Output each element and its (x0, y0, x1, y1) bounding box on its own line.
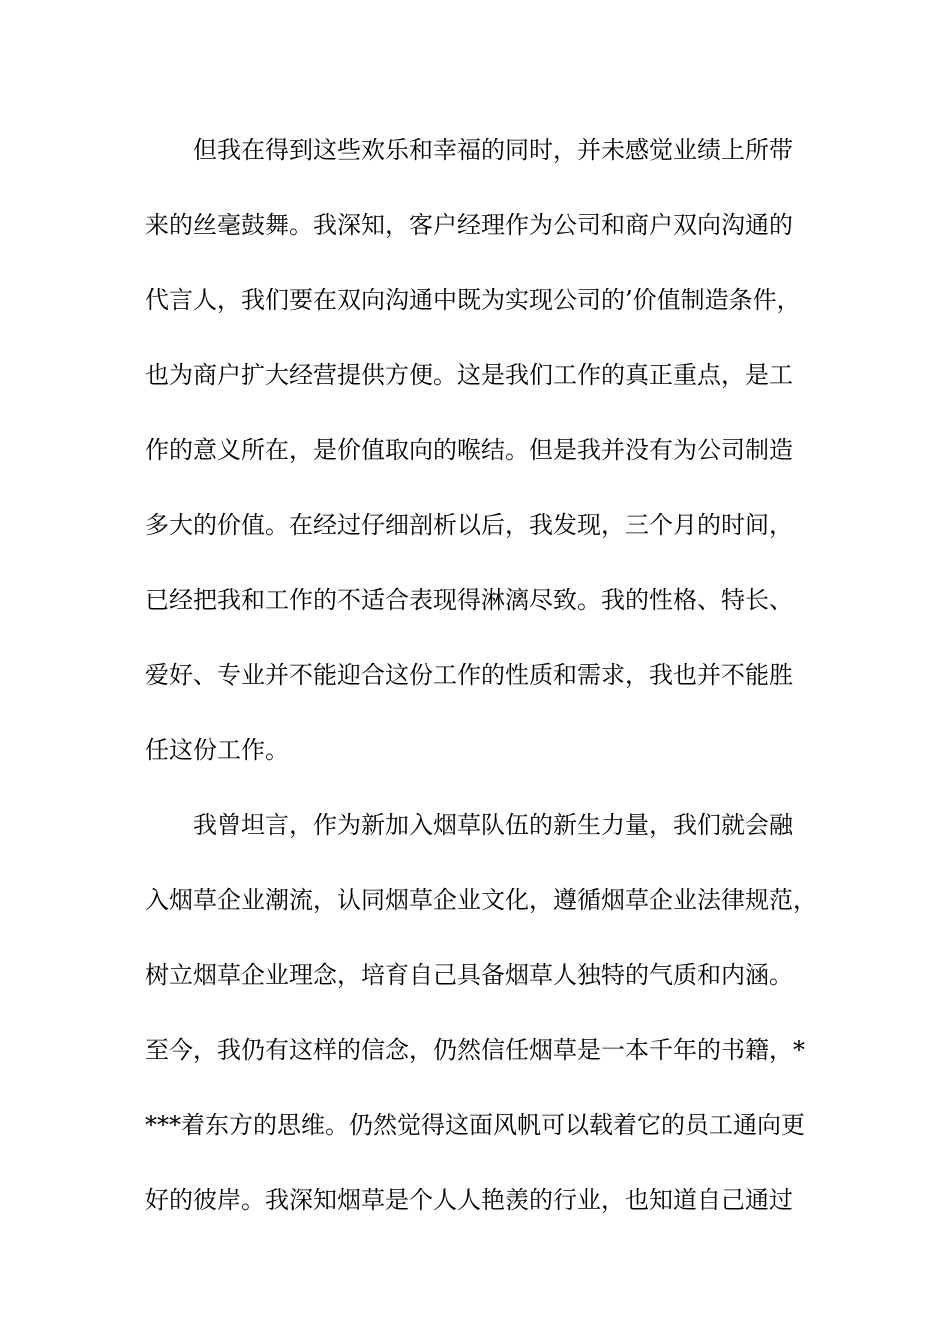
text-line: 作的意义所在，是价值取向的喉结。但是我并没有为公司制造 (145, 436, 793, 464)
text-line: ***着东方的思维。仍然觉得这面风帆可以载着它的员工通向更 (145, 1111, 805, 1139)
text-line: 也为商户扩大经营提供方便。这是我们工作的真正重点，是工 (145, 361, 793, 389)
text-line: 入烟草企业潮流，认同烟草企业文化，遵循烟草企业法律规范， (145, 886, 817, 914)
text-line: 好的彼岸。我深知烟草是个人人艳羡的行业，也知道自己通过 (145, 1186, 793, 1214)
text-line: 已经把我和工作的不适合表现得淋漓尽致。我的性格、特长、 (145, 586, 793, 614)
text-line: 任这份工作。 (145, 736, 289, 764)
body-text (145, 130, 825, 1255)
text-line: 多大的价值。在经过仔细剖析以后，我发现，三个月的时间， (145, 511, 793, 539)
text-line: 我曾坦言，作为新加入烟草队伍的新生力量，我们就会融 (193, 811, 793, 839)
text-line: 至今，我仍有这样的信念，仍然信任烟草是一本千年的书籍，* (145, 1036, 805, 1064)
text-line: 树立烟草企业理念，培育自己具备烟草人独特的气质和内涵。 (145, 961, 793, 989)
text-line: 代言人，我们要在双向沟通中既为实现公司的’价值制造条件， (145, 286, 801, 314)
text-line: 来的丝毫鼓舞。我深知，客户经理作为公司和商户双向沟通的 (145, 211, 793, 239)
text-line: 爱好、专业并不能迎合这份工作的性质和需求，我也并不能胜 (145, 661, 793, 689)
text-line: 但我在得到这些欢乐和幸福的同时，并未感觉业绩上所带 (193, 136, 793, 164)
